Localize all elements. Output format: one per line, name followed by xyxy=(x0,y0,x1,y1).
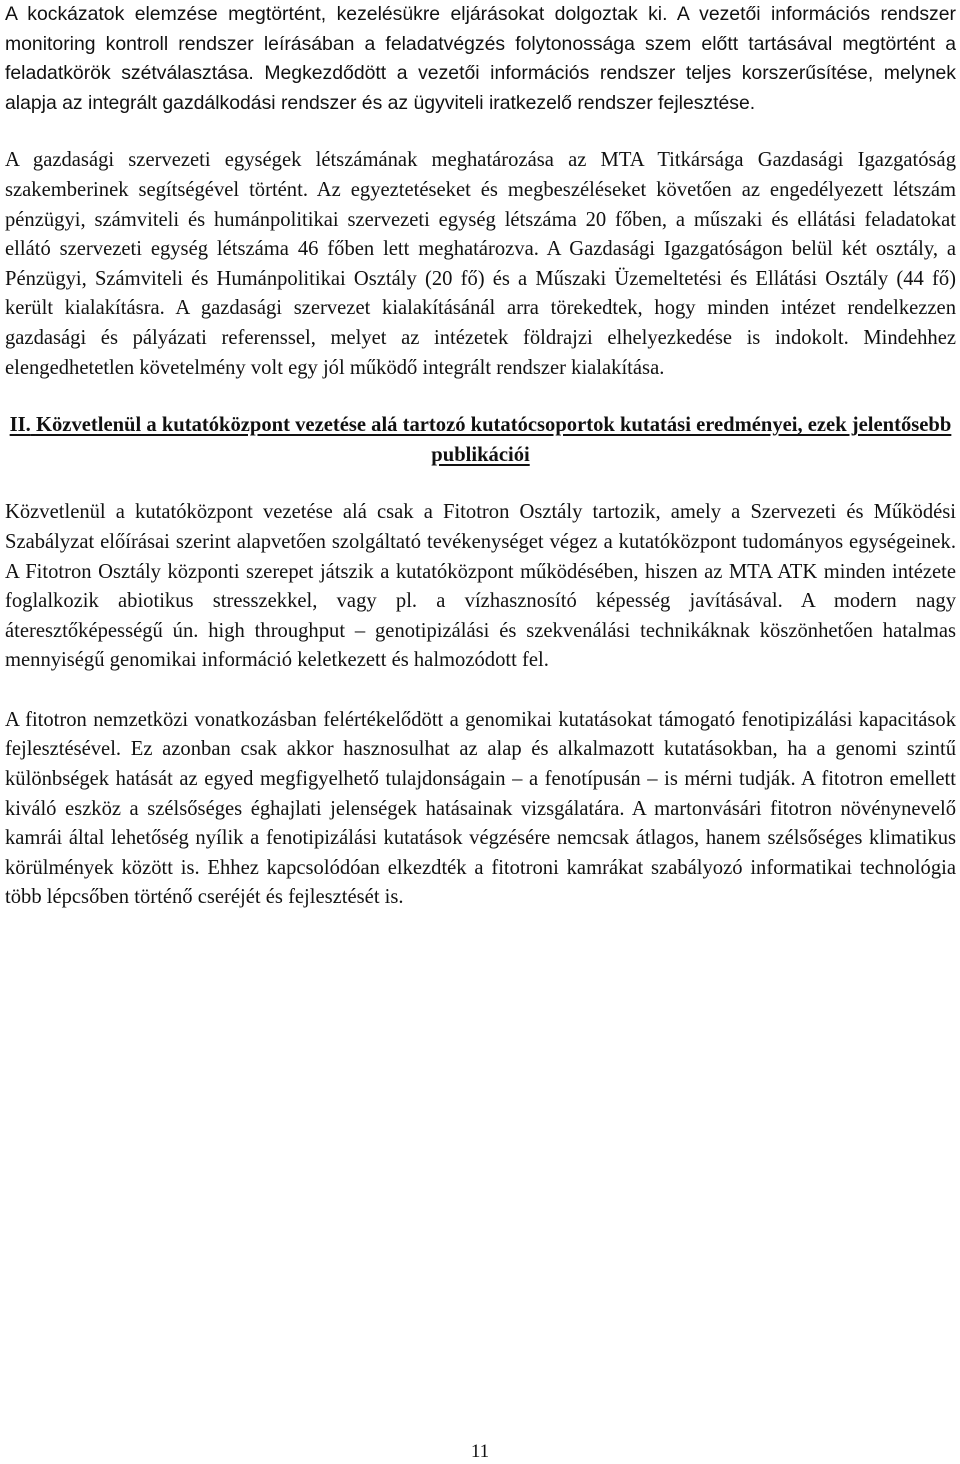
page-number: 11 xyxy=(470,1441,490,1462)
paragraph-fitotron-international: A fitotron nemzetközi vonatkozásban felértékelődött a genomikai kutatásokat támogató fenotipizálási kapacitások fejlesztésével. Ez azonban csak akkor hasznosulhat az alap és alkalmazott kutatásokban, ha a genomi szintű különbségek hatását az egyed megfigyelhető tulajdonságain – a fenotípusán – is mérni tudják. A fitotron emellett kiváló eszköz a szélsőséges éghajlati jelenségek hatásainak vizsgálatára. A martonvásári fitotron növénynevelő kamrái által lehetőség nyílik a fenotipizálási kutatások végzésére nemcsak átlagos, hanem szélsőséges klimatikus körülmények között is. Ehhez kapcsolódóan elkezdték a fitotroni kamrákat szabályozó informatikai technológia több lépcsőben történő cseréjét és fejlesztését is. xyxy=(5,708,956,909)
section-number: II. xyxy=(9,414,31,437)
section-title: Közvetlenül a kutatóközpont vezetése alá tartozó kutatócsoportok kutatási eredményei, ezek jelentősebb publikációi xyxy=(35,414,952,466)
document-page xyxy=(5,0,956,913)
section-heading xyxy=(5,411,956,470)
paragraph-risk-analysis: A kockázatok elemzése megtörtént, kezelésükre eljárásokat dolgoztak ki. A vezetői információs rendszer monitoring kontroll rendszer leírásában a feladatvégzés folytonossága szem előtt tartásával megtörtént a feladatkörök szétválasztása. Megkezdődött a vezetői információs rendszer teljes korszerűsítése, melynek alapja az integrált gazdálkodási rendszer és az ügyviteli iratkezelő rendszer fejlesztése. xyxy=(5,3,956,114)
paragraph-fitotron-department: Közvetlenül a kutatóközpont vezetése alá csak a Fitotron Osztály tartozik, amely a Szervezeti és Működési Szabályzat előírásai szerint alapvetően szolgáltató tevékenységet végez a kutatóközpont tudományos egységeinek. A Fitotron Osztály központi szerepet játszik a kutatóközpont működésében, hiszen az MTA ATK minden intézete foglalkozik abiotikus stresszekkel, vagy pl. a vízhasznosító képesség javításával. A modern nagy áteresztőképességű ún. high throughput – genotipizálási és szekvenálási technikáknak köszönhetően hatalmas mennyiségű genomikai információ keletkezett és halmozódott fel. xyxy=(5,501,956,672)
paragraph-economic-units: A gazdasági szervezeti egységek létszámának meghatározása az MTA Titkársága Gazdasági Igazgatóság szakemberinek segítségével történt. Az egyeztetéseket és megbeszéléseket követően az engedélyezett létszám pénzügyi, számviteli és humánpolitikai szervezeti egység létszáma 20 főben, a műszaki és ellátási feladatokat ellátó szervezeti egység létszáma 46 főben lett meghatározva. A Gazdasági Igazgatóságon belül két osztály, a Pénzügyi, Számviteli és Humánpolitikai Osztály (20 fő) és a Műszaki Üzemeltetési és Ellátási Osztály (44 fő) került kialakításra. A gazdasági szervezet kialakításánál arra törekedtek, hogy minden intézet rendelkezzen gazdasági és pályázati referenssel, melyet az intézetek földrajzi elhelyezkedése is indokolt. Mindehhez elengedhetetlen követelmény volt egy jól működő integrált rendszer kialakítása. xyxy=(5,149,956,379)
